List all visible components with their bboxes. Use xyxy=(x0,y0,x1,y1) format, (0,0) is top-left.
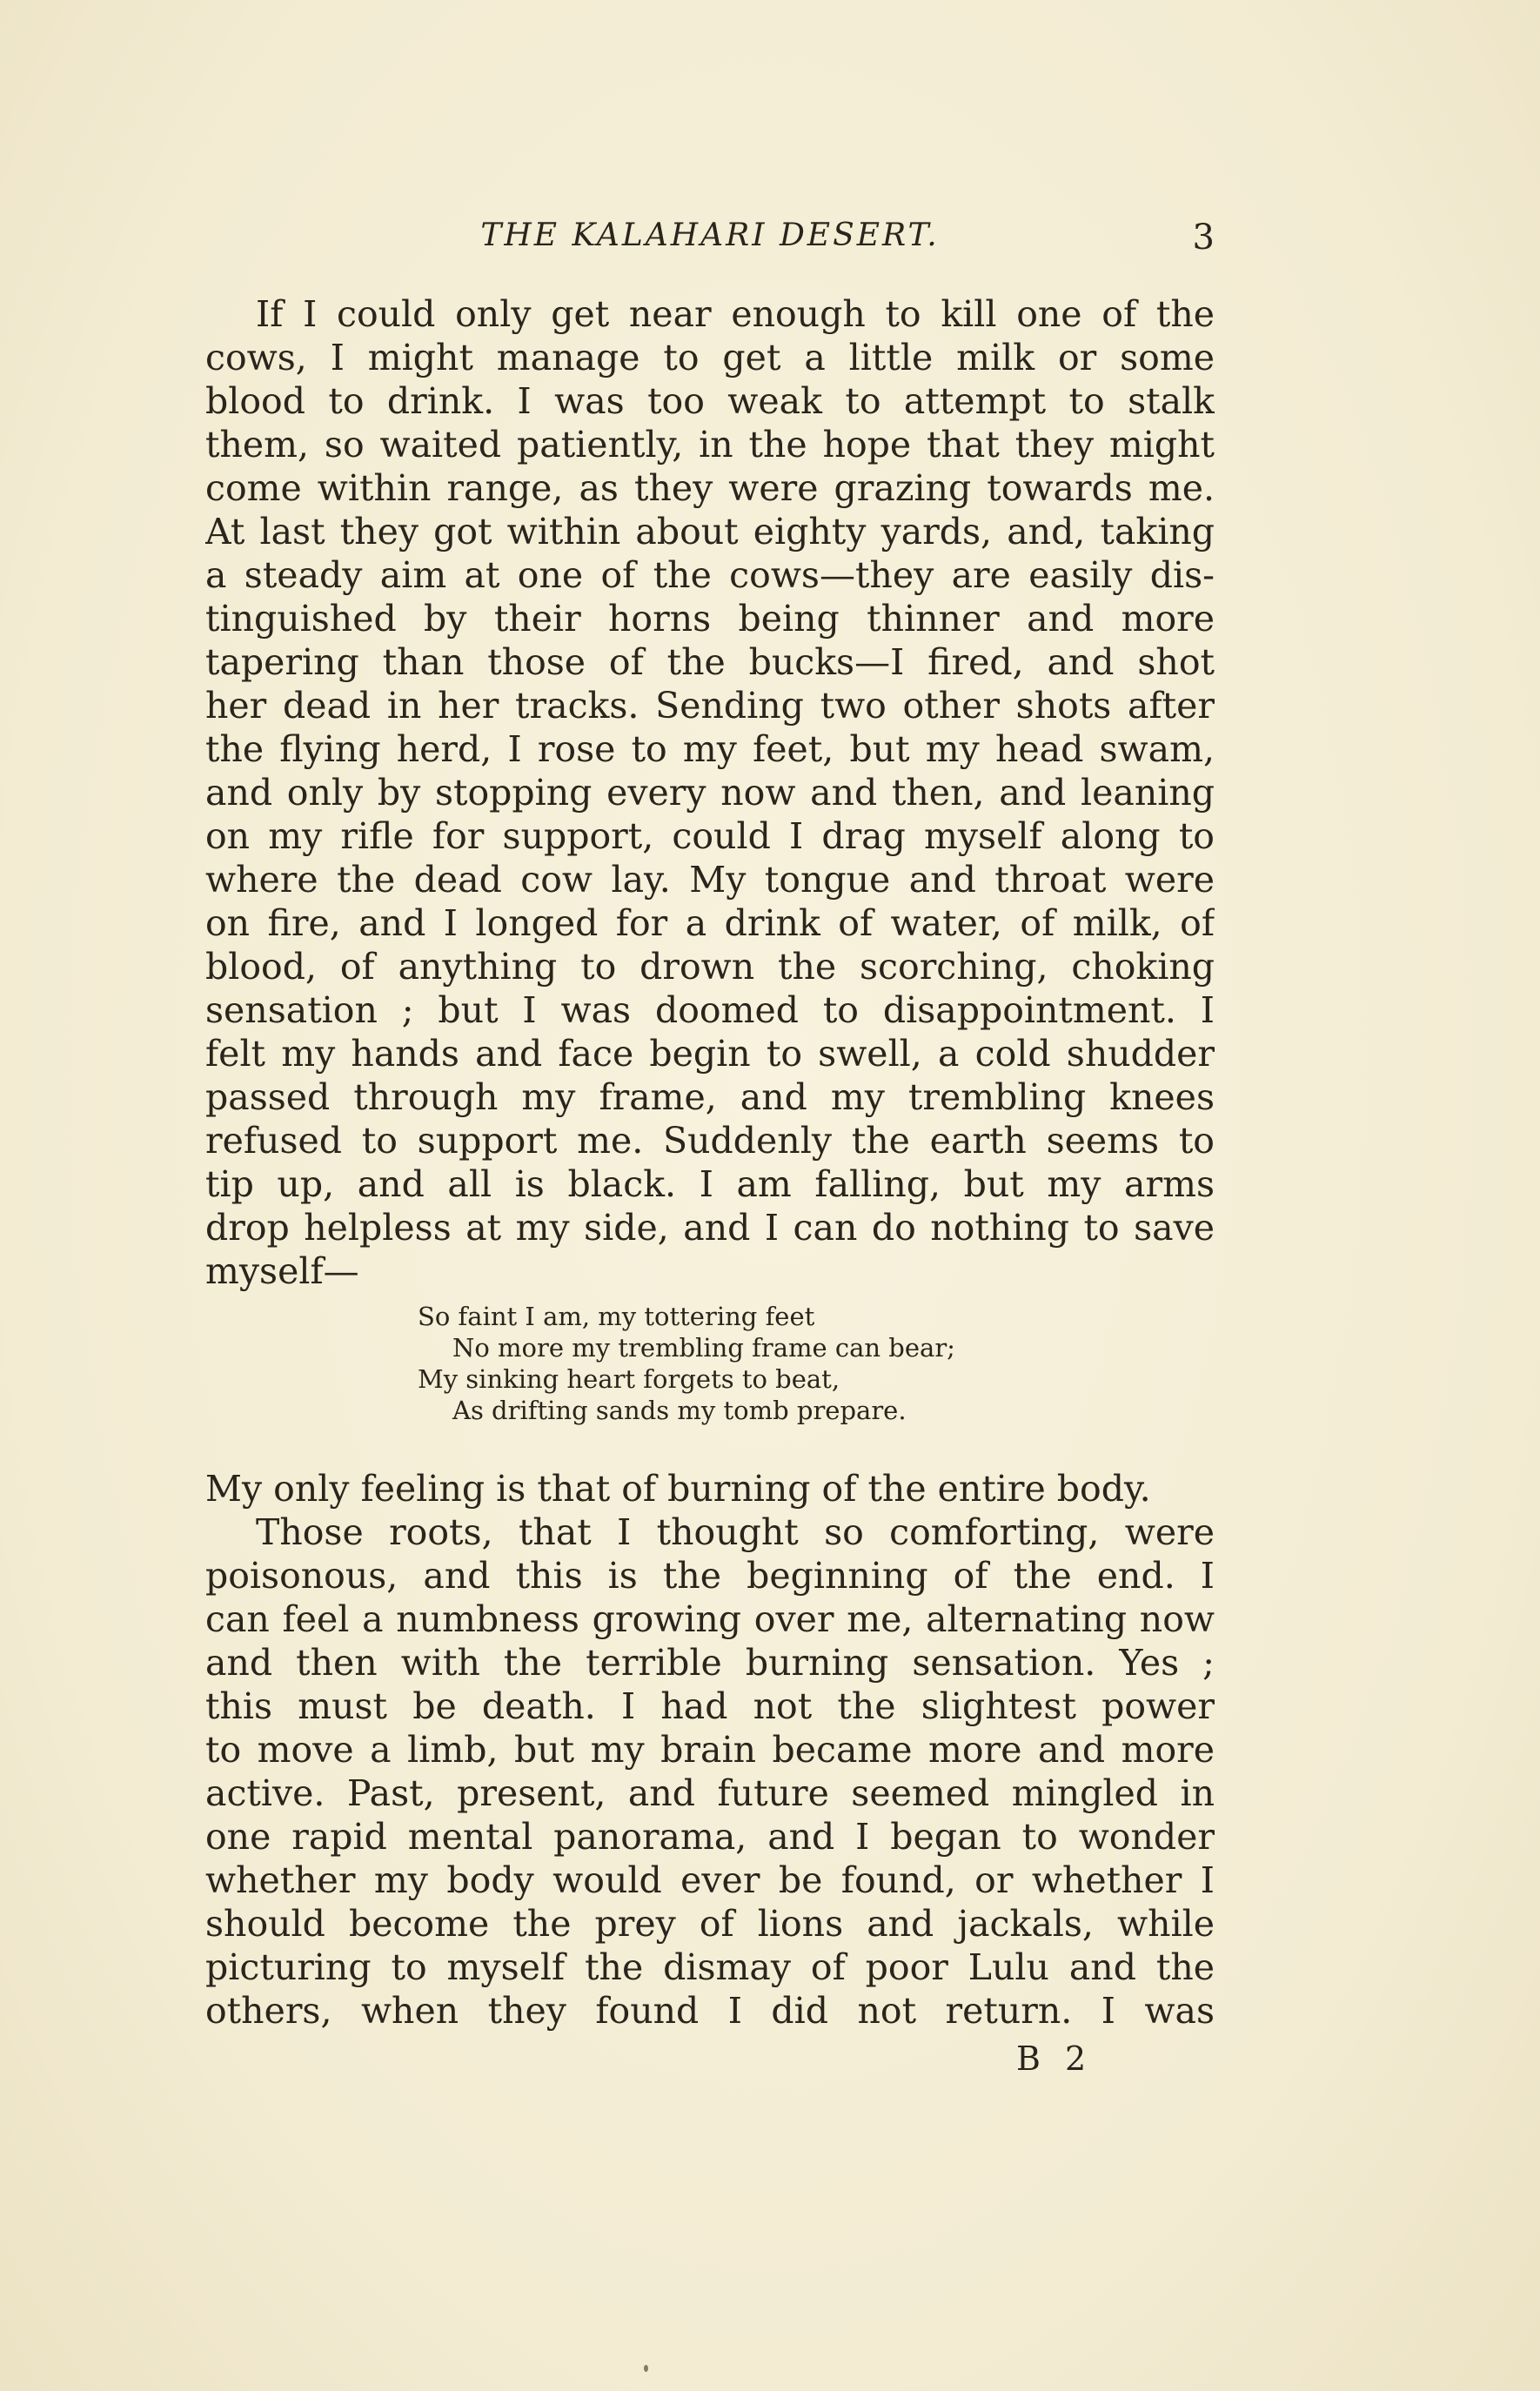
text-line: and then with the terrible burning sensation. Yes ; xyxy=(205,1642,1215,1684)
running-title: THE KALAHARI DESERT. xyxy=(480,218,940,253)
text-line: drop helpless at my side, and I can do nothing to save xyxy=(205,1207,1215,1249)
text-line: tapering than those of the bucks—I fired, and shot xyxy=(205,641,1215,683)
text-line: If I could only get near enough to kill one of the xyxy=(256,293,1215,335)
text-line: poisonous, and this is the beginning of the end. I xyxy=(205,1555,1215,1597)
text-line: on my rifle for support, could I drag myself along to xyxy=(205,815,1215,857)
text-line: them, so waited patiently, in the hope that they might xyxy=(205,424,1215,465)
verse-quotation xyxy=(418,1301,1079,1426)
text-line: My only feeling is that of burning of the entire body. xyxy=(205,1468,1151,1510)
page-number: 3 xyxy=(1192,218,1215,258)
verse-line: As drifting sands my tomb prepare. xyxy=(452,1396,907,1425)
text-line: others, when they found I did not return. I was xyxy=(205,1990,1215,2032)
verse-line: So faint I am, my tottering feet xyxy=(418,1302,815,1331)
text-line: passed through my frame, and my trembling knees xyxy=(205,1076,1215,1118)
text-line: At last they got within about eighty yards, and, taking xyxy=(205,511,1215,553)
text-line: cows, I might manage to get a little milk or some xyxy=(205,337,1215,378)
text-line: sensation ; but I was doomed to disappointment. I xyxy=(205,989,1215,1031)
text-line: active. Past, present, and future seemed mingled in xyxy=(205,1772,1215,1814)
text-line: to move a limb, but my brain became more and more xyxy=(205,1729,1215,1771)
paragraph-2 xyxy=(205,1467,1215,2033)
text-line: can feel a numbness growing over me, alternating now xyxy=(205,1598,1215,1640)
text-line: refused to support me. Suddenly the earth seems to xyxy=(205,1120,1215,1162)
text-line: blood to drink. I was too weak to attempt to stalk xyxy=(205,380,1215,422)
text-line: and only by stopping every now and then, and leaning xyxy=(205,772,1215,814)
text-line: felt my hands and face begin to swell, a cold shudder xyxy=(205,1033,1215,1075)
verse-line: My sinking heart forgets to beat, xyxy=(418,1364,840,1394)
verse-line: No more my trembling frame can bear; xyxy=(452,1333,955,1363)
running-head xyxy=(205,218,1215,270)
text-line: picturing to myself the dismay of poor Lulu and the xyxy=(205,1946,1215,1988)
text-line: a steady aim at one of the cows—they are easily dis- xyxy=(205,554,1215,596)
text-line: where the dead cow lay. My tongue and throat were xyxy=(205,859,1215,901)
text-line: on fire, and I longed for a drink of water, of milk, of xyxy=(205,902,1215,944)
paper-speck xyxy=(644,2365,648,2372)
text-line: this must be death. I had not the slightest power xyxy=(205,1685,1215,1727)
text-line: tip up, and all is black. I am falling, but my arms xyxy=(205,1163,1215,1205)
text-line: should become the prey of lions and jackals, while xyxy=(205,1903,1215,1945)
paragraph-1 xyxy=(205,292,1215,1293)
text-line: come within range, as they were grazing towards me. xyxy=(205,467,1215,509)
text-line: blood, of anything to drown the scorching, choking xyxy=(205,946,1215,988)
text-line: whether my body would ever be found, or whether I xyxy=(205,1859,1215,1901)
text-line: tinguished by their horns being thinner and more xyxy=(205,598,1215,640)
text-line: the flying herd, I rose to my feet, but my head swam, xyxy=(205,728,1215,770)
text-line: Those roots, that I thought so comforting, were xyxy=(256,1511,1215,1553)
text-line: myself— xyxy=(205,1250,359,1292)
text-line: her dead in her tracks. Sending two other shots after xyxy=(205,685,1215,727)
text-line: one rapid mental panorama, and I began to wonder xyxy=(205,1816,1215,1858)
signature-mark: B 2 xyxy=(1016,2039,1094,2078)
